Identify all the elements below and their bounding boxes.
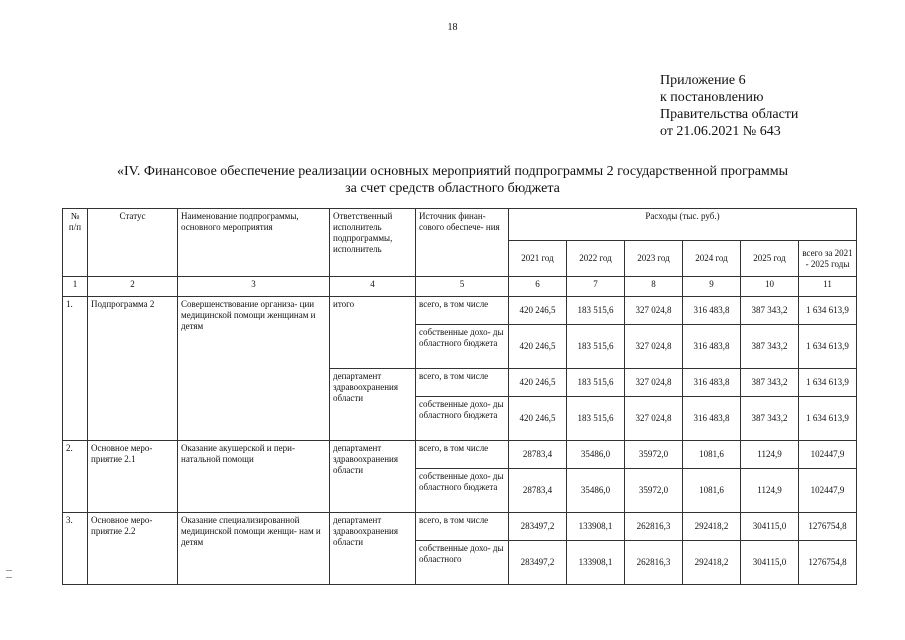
header-source: Источник финан- сового обеспече- ния [416,209,509,277]
row-year-value: 420 246,5 [509,325,567,369]
row-source: собственные дохо- ды областного бюджета [416,469,509,513]
appendix-line: Приложение 6 [660,73,746,88]
row-year-value: 183 515,6 [567,325,625,369]
row-year-value: 327 024,8 [625,369,683,397]
header-year-total: всего за 2021 - 2025 годы [799,241,857,277]
column-number: 10 [741,277,799,297]
row-total-value: 1 634 613,9 [799,397,857,441]
row-total-value: 102447,9 [799,469,857,513]
row-year-value: 316 483,8 [683,325,741,369]
row-status: Основное меро- приятие 2.2 [88,513,178,585]
row-source: собственные дохо- ды областного бюджета [416,397,509,441]
row-executor: итого [330,297,416,369]
header-year: 2023 год [625,241,683,277]
header-year: 2024 год [683,241,741,277]
row-year-value: 420 246,5 [509,297,567,325]
row-number: 2. [63,441,88,513]
row-year-value: 316 483,8 [683,297,741,325]
row-source: всего, в том числе [416,297,509,325]
table-body [63,209,857,585]
row-source: собственные дохо- ды областного [416,541,509,585]
row-year-value: 133908,1 [567,513,625,541]
row-year-value: 304115,0 [741,541,799,585]
row-status: Подпрограмма 2 [88,297,178,441]
row-source: всего, в том числе [416,441,509,469]
title-line: «IV. Финансовое обеспечение реализации основных мероприятий подпрограммы 2 государственной программы [116,164,789,179]
header-executor: Ответственный исполнитель подпрограммы, исполнитель [330,209,416,277]
row-total-value: 1 634 613,9 [799,297,857,325]
row-year-value: 28783,4 [509,441,567,469]
header-expenses: Расходы (тыс. руб.) [509,209,857,241]
row-year-value: 420 246,5 [509,397,567,441]
row-year-value: 387 343,2 [741,369,799,397]
row-year-value: 327 024,8 [625,297,683,325]
table-row [63,441,857,469]
table-row [63,513,857,541]
row-year-value: 327 024,8 [625,397,683,441]
column-number: 4 [330,277,416,297]
row-status: Основное меро- приятие 2.1 [88,441,178,513]
document-title [0,163,905,197]
row-year-value: 387 343,2 [741,397,799,441]
column-number: 2 [88,277,178,297]
header-row [63,209,857,241]
row-year-value: 1081,6 [683,469,741,513]
row-name: Оказание специализированной медицинской помощи женщи- нам и детям [178,513,330,585]
row-name: Совершенствование организа- ции медицинской помощи женщинам и детям [178,297,330,441]
row-year-value: 35486,0 [567,469,625,513]
row-year-value: 387 343,2 [741,297,799,325]
row-year-value: 292418,2 [683,513,741,541]
row-year-value: 183 515,6 [567,297,625,325]
row-executor: департамент здравоохранения области [330,369,416,441]
appendix-line: к постановлению [660,90,764,105]
column-number: 5 [416,277,509,297]
row-total-value: 1276754,8 [799,541,857,585]
header-name: Наименование подпрограммы, основного мероприятия [178,209,330,277]
row-year-value: 316 483,8 [683,369,741,397]
column-number: 9 [683,277,741,297]
row-executor: департамент здравоохранения области [330,441,416,513]
row-year-value: 420 246,5 [509,369,567,397]
header-year: 2021 год [509,241,567,277]
row-year-value: 292418,2 [683,541,741,585]
row-number: 1. [63,297,88,441]
title-line: за счет средств областного бюджета [345,181,560,196]
row-year-value: 283497,2 [509,513,567,541]
row-year-value: 35972,0 [625,469,683,513]
row-year-value: 304115,0 [741,513,799,541]
row-source: всего, в том числе [416,369,509,397]
row-year-value: 1124,9 [741,441,799,469]
row-number: 3. [63,513,88,585]
row-source: всего, в том числе [416,513,509,541]
row-year-value: 183 515,6 [567,397,625,441]
table-row [63,297,857,325]
column-number: 7 [567,277,625,297]
row-total-value: 1276754,8 [799,513,857,541]
row-year-value: 262816,3 [625,513,683,541]
row-year-value: 1081,6 [683,441,741,469]
column-number: 8 [625,277,683,297]
column-number: 6 [509,277,567,297]
finance-table [62,208,857,585]
row-year-value: 183 515,6 [567,369,625,397]
row-year-value: 387 343,2 [741,325,799,369]
column-number: 1 [63,277,88,297]
appendix-block [660,72,798,140]
row-year-value: 283497,2 [509,541,567,585]
page-number: 18 [447,22,458,33]
row-name: Оказание акушерской и пери- натальной помощи [178,441,330,513]
row-year-value: 133908,1 [567,541,625,585]
header-year: 2022 год [567,241,625,277]
row-year-value: 327 024,8 [625,325,683,369]
row-year-value: 262816,3 [625,541,683,585]
row-source: собственные дохо- ды областного бюджета [416,325,509,369]
row-year-value: 316 483,8 [683,397,741,441]
row-year-value: 1124,9 [741,469,799,513]
row-total-value: 1 634 613,9 [799,325,857,369]
column-number: 3 [178,277,330,297]
column-number-row [63,277,857,297]
row-year-value: 28783,4 [509,469,567,513]
column-number: 11 [799,277,857,297]
row-year-value: 35972,0 [625,441,683,469]
row-executor: департамент здравоохранения области [330,513,416,585]
row-year-value: 35486,0 [567,441,625,469]
header-status: Статус [88,209,178,277]
header-year: 2025 год [741,241,799,277]
header-no: № п/п [63,209,88,277]
appendix-line: Правительства области [660,107,799,122]
row-total-value: 102447,9 [799,441,857,469]
appendix-line: от 21.06.2021 № 643 [660,124,781,139]
row-total-value: 1 634 613,9 [799,369,857,397]
scan-edge-mark [6,570,12,578]
